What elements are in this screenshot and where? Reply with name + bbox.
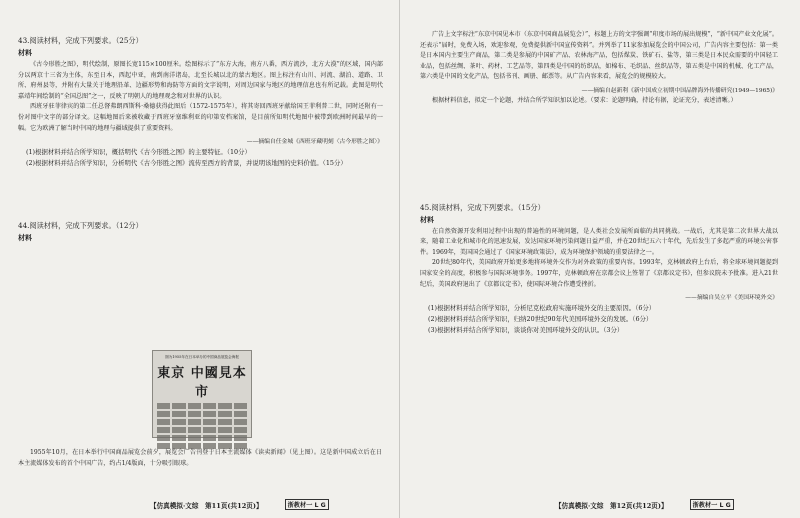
- newspaper-ad-image: [152, 350, 252, 438]
- q44-continued-paragraph: 广告上文字标注“东京中国见本市（东京中国商品展览会）”，标题上方的文字强调“印度市场的展出规模”，“新中国产业文化展”。还表示“届时，免费入场，欢迎参观，免费提供新中国宣传资料”。并列举了11家参加展览会的中国公司，广告内容主要包括：第一类是日本国内主要生产商品，第二类是参展的中国矿产品、农林海产品，包括煤炭、铁矿石、盐等，第三类是日本民众需要的中国轻工业品，包括丝绸、茶叶、药材、工艺品等，第四类是中国的纺织品，如棉布、毛织品、丝织品等，第五类是中国的机械、化工产品，第六类是中国的文化产品，包括书刊、画册、邮票等。从广告内容来看，展览会的规模较大。: [420, 31, 778, 81]
- q43-paragraph-2: 西班牙驻菲律宾的第二任总督弗朗西斯科·桑德获得此图后（1572-1575年），将其寄回西班牙献给国王菲利普二世，同时还附有一份对图中文字的部分译文。这幅地图后来被收藏于西班牙塞维利亚的印第安档案馆，是目前所知明代地图中被带到欧洲时间最早的一幅。它为欧洲了解当时中国的地理与疆域提供了重要资料。: [18, 103, 383, 132]
- poster-title: 東京 中國見本市: [157, 366, 247, 400]
- q43-paragraph-1: 《古今形胜之图》，明代绘制，原图长宽115×100厘米。绘图标示了“东方大海，南方八番，西方流沙，北方大漠”的区域，国内部分以两京十三省为主体，东至日本，西起中亚，南到南洋诸岛，北至长城以北的蒙古地区。图上标注有山川、河流、湖泊、道路、卫所、府州县等，并附有大量关于地理沿革、边疆形势和海防等方面的文字说明，对周边国家与地区的地理信息也有所记载。此图是明代嘉靖年间绘制的“全国总图”之一，反映了明朝人的地理观念和对世界的认识。: [18, 61, 383, 100]
- poster-text-blocks: [157, 403, 247, 449]
- q45-source: ——摘编自吴立平《美国环境外交》: [685, 295, 778, 302]
- answer-space: [420, 107, 778, 197]
- right-page: [400, 0, 800, 518]
- right-footer: [555, 499, 795, 510]
- q44-question: 根据材料信息，拟定一个论题，并结合所学知识加以论述。（要求：论题明确，持论有据，论证充分，表述清晰。）: [432, 96, 737, 104]
- left-footer: [150, 499, 390, 510]
- q45-material-label: 材料: [420, 214, 434, 224]
- q44-material-label: 材料: [18, 232, 32, 242]
- q45-heading: 45.阅读材料，完成下列要求。（15分）: [420, 202, 545, 212]
- left-footer-badge: 浙教材一 L G: [285, 499, 329, 510]
- q43-heading: 43.阅读材料，完成下列要求。（25分）: [18, 36, 143, 45]
- q45-requirement-2: (2)根据材料并结合所学知识，归纳20世纪90年代美国环境外交的发展。（6分）: [428, 314, 653, 323]
- q44-source: ——摘编自赵新利《新中国成立初期中国品牌海外传播研究(1949—1965)》: [581, 87, 778, 94]
- right-footer-title: 【仿真模拟·文综 第12页(共12页)】: [555, 501, 668, 510]
- poster-caption-top: 图为1955年在日本举办的中国商品展览会海报: [165, 355, 239, 359]
- q43-material-label: 材料: [18, 48, 32, 57]
- q45-paragraph-2: 20世纪80年代，美国政府开始更多地将环境外交作为对外政策的重要内容。1993年，克林顿政府上台后，将全球环境问题提到国家安全的高度，积极参与国际环境事务。1997年，克林顿政府在京都会议上签署了《京都议定书》，但参议院未予批准。进入21世纪后，美国政府退出了《京都议定书》，使国际环境合作遭受挫折。: [420, 259, 778, 288]
- q43-requirement-1: (1)根据材料并结合所学知识，概括明代《古今形胜之图》的主要特征。（10分）: [26, 148, 251, 157]
- q45-paragraph-1: 在自然资源开发利用过程中出现的普遍性的环境问题，是人类社会发展所面临的共同挑战。一战后，尤其是第二次世界大战以来，随着工业化和城市化的迅速发展，发达国家环境污染问题日益严重，并在20世纪五六十年代，先后发生了多起严重的环境公害事件。1969年，美国国会通过了《国家环境政策法》，成为环境保护领域的重要法律之一。: [420, 227, 778, 256]
- q45-requirement-1: (1)根据材料并结合所学知识，分析尼克松政府实施环境外交的主要原因。（6分）: [428, 304, 656, 313]
- q45-requirement-3: (3)根据材料并结合所学知识，谈谈你对美国环境外交的认识。（3分）: [428, 325, 624, 334]
- q44-heading: 44.阅读材料，完成下列要求。（12分）: [18, 220, 143, 230]
- q44-caption: 1955年10月，在日本举行中国商品展览会前夕，展览会广告刊登于日本主流媒体《读卖新闻》（见上图）。这是新中国成立后在日本主流媒体发布的首个中国广告，约占1/4版面，十分吸引眼球。: [18, 449, 382, 467]
- answer-space: [18, 169, 383, 215]
- right-footer-badge: 浙教材一 L G: [690, 499, 734, 510]
- left-footer-title: 【仿真模拟·文综 第11页(共12页)】: [150, 501, 263, 510]
- q43-source: ——摘编自任金城《西班牙藏明刻〈古今形胜之图〉》: [246, 139, 383, 146]
- q43-requirement-2: (2)根据材料并结合所学知识，分析明代《古今形胜之图》流传至西方的背景，并说明该地图的史料价值。（15分）: [26, 158, 347, 167]
